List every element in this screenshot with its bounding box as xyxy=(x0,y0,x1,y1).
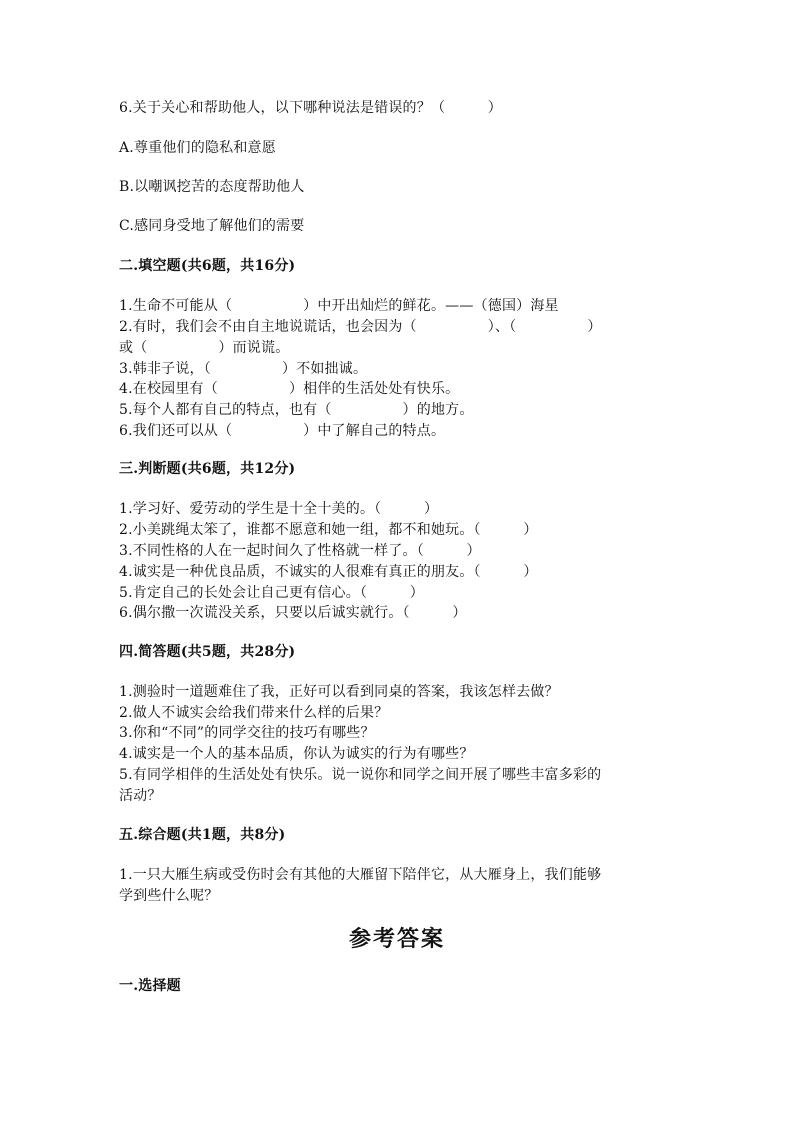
true-false-1: 1.学习好、爱劳动的学生是十全十美的。（ ） xyxy=(119,501,439,517)
true-false-6: 6.偶尔撒一次谎没关系，只要以后诚实就行。（ ） xyxy=(119,605,467,621)
short-answer-5: 5.有同学相伴的生活处处有快乐。说一说你和同学之间开展了哪些丰富多彩的 xyxy=(119,767,602,783)
section-3-title: 三.判断题(共6题，共12分) xyxy=(119,461,296,477)
short-answer-1: 1.测验时一道题难住了我，正好可以看到同桌的答案，我该怎样去做？ xyxy=(119,684,559,700)
fill-blank-2: 2.有时，我们会不由自主地说谎话，也会因为（ ）、（ ） xyxy=(119,319,602,335)
true-false-4: 4.诚实是一种优良品质，不诚实的人很难有真正的朋友。（ ） xyxy=(119,564,538,580)
fill-blank-6: 6.我们还可以从（ ）中了解自己的特点。 xyxy=(119,423,446,439)
answer-key-title: 参考答案 xyxy=(348,926,445,952)
fill-blank-4: 4.在校园里有（ ）相伴的生活处处有快乐。 xyxy=(119,381,460,397)
option-a: A.尊重他们的隐私和意愿 xyxy=(119,140,276,156)
section-5-title: 五.综合题(共1题，共8分) xyxy=(119,827,286,843)
fill-blank-2-cont: 或（ ）而说谎。 xyxy=(119,340,290,356)
fill-blank-5: 5.每个人都有自己的特点，也有（ ）的地方。 xyxy=(119,402,474,418)
question-6-stem: 6.关于关心和帮助他人，以下哪种说法是错误的？（ ） xyxy=(119,100,502,116)
section-2-title: 二.填空题(共6题，共16分) xyxy=(119,258,296,274)
option-c: C.感同身受地了解他们的需要 xyxy=(119,218,305,234)
short-answer-5-cont: 活动？ xyxy=(119,788,162,804)
short-answer-3: 3.你和“不同”的同学交往的技巧有哪些？ xyxy=(119,725,375,741)
short-answer-4: 4.诚实是一个人的基本品质，你认为诚实的行为有哪些？ xyxy=(119,746,474,762)
comprehensive-1-cont: 学到些什么呢？ xyxy=(119,888,219,904)
fill-blank-1: 1.生命不可能从（ ）中开出灿烂的鲜花。——（德国）海星 xyxy=(119,298,559,314)
short-answer-2: 2.做人不诚实会给我们带来什么样的后果？ xyxy=(119,705,389,721)
comprehensive-1: 1.一只大雁生病或受伤时会有其他的大雁留下陪伴它，从大雁身上，我们能够 xyxy=(119,867,602,883)
true-false-2: 2.小美跳绳太笨了，谁都不愿意和她一组，都不和她玩。（ ） xyxy=(119,522,538,538)
true-false-3: 3.不同性格的人在一起时间久了性格就一样了。（ ） xyxy=(119,543,481,559)
true-false-5: 5.肯定自己的长处会让自己更有信心。（ ） xyxy=(119,585,424,601)
fill-blank-3: 3.韩非子说，（ ）不如拙诚。 xyxy=(119,361,368,377)
option-b: B.以嘲讽挖苦的态度帮助他人 xyxy=(119,179,305,195)
section-4-title: 四.简答题(共5题，共28分) xyxy=(119,644,296,660)
answer-section-1-title: 一.选择题 xyxy=(119,978,181,994)
